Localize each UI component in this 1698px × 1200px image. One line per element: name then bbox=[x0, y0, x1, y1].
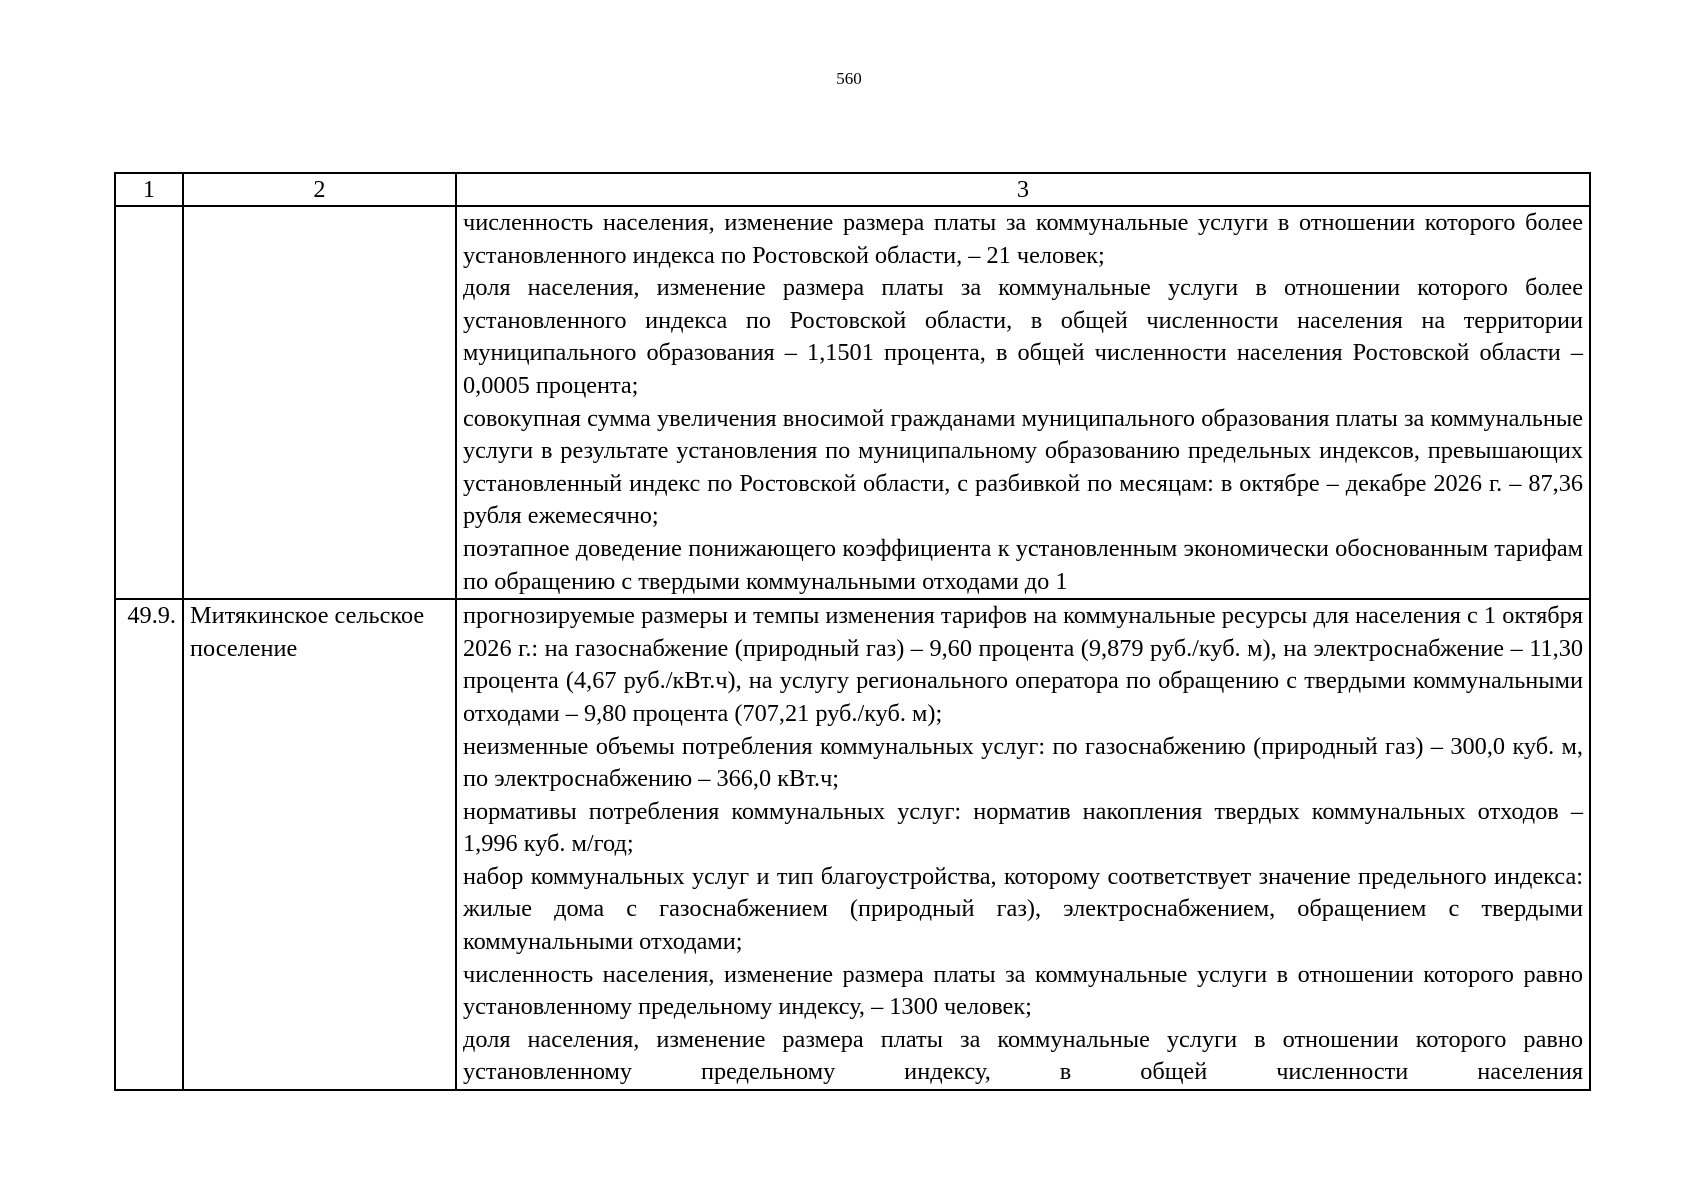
content-paragraph: доля населения, изменение размера платы за коммунальные услуги в отношении которого более установленного индекса по Ростовской области, в общей численности населения на территории муниципального образования – 1,1501 процента, в общей численности населения Ростовской области – 0,0005 процента; bbox=[463, 274, 1583, 399]
row-number: 49.9. bbox=[115, 599, 183, 1090]
content-paragraph: неизменные объемы потребления коммунальных услуг: по газоснабжению (природный газ) – 300,0 куб. м, по электроснабжению – 366,0 кВт.ч; bbox=[463, 732, 1583, 793]
content-paragraph: набор коммунальных услуг и тип благоустройства, которому соответствует значение предельного индекса: жилые дома с газоснабжением (природный газ), электроснабжением, обращением с твердыми коммунальными отходами; bbox=[463, 862, 1583, 956]
content-paragraph: численность населения, изменение размера платы за коммунальные услуги в отношении которого более установленного индекса по Ростовской области, – 21 человек; bbox=[463, 209, 1583, 269]
content-paragraph: прогнозируемые размеры и темпы изменения тарифов на коммунальные ресурсы для населения с 1 октября 2026 г.: на газоснабжение (природный газ) – 9,60 процента (9,879 руб./куб. м), на электроснабжение – 11,30 процента (4,67 руб./кВт.ч), на услугу регионального оператора по обращению с твердыми коммунальными отходами – 9,80 процента (707,21 руб./куб. м); bbox=[463, 602, 1583, 727]
row-number bbox=[115, 206, 183, 599]
column-header-1: 1 bbox=[115, 173, 183, 206]
column-header-2: 2 bbox=[183, 173, 456, 206]
table-row bbox=[115, 206, 1590, 599]
content-paragraph: поэтапное доведение понижающего коэффициента к установленным экономически обоснованным тарифам по обращению с твердыми коммунальными отходами до 1 bbox=[463, 534, 1583, 595]
page-number: 560 bbox=[836, 69, 862, 88]
content-paragraph: доля населения, изменение размера платы за коммунальные услуги в отношении которого равно установленному предельному индексу, в общей численности населения bbox=[463, 1025, 1583, 1086]
column-header-3: 3 bbox=[456, 173, 1590, 206]
document-table bbox=[114, 172, 1591, 1091]
row-content bbox=[456, 206, 1590, 599]
row-content bbox=[456, 599, 1590, 1090]
table-header-row bbox=[115, 173, 1590, 206]
content-paragraph: совокупная сумма увеличения вносимой гражданами муниципального образования платы за коммунальные услуги в результате установления по муниципальному образованию предельных индексов, превышающих установленный индекс по Ростовской области, с разбивкой по месяцам: в октябре – декабре 2026 г. – 87,36 рубля ежемесячно; bbox=[463, 404, 1583, 530]
content-paragraph: нормативы потребления коммунальных услуг: норматив накопления твердых коммунальных отходов – 1,996 куб. м/год; bbox=[463, 797, 1583, 858]
settlement-name bbox=[183, 206, 456, 599]
table-row bbox=[115, 599, 1590, 1090]
content-paragraph: численность населения, изменение размера платы за коммунальные услуги в отношении которого равно установленному предельному индексу, – 1300 человек; bbox=[463, 960, 1583, 1021]
settlement-name: Митякинское сельское поселение bbox=[183, 599, 456, 1090]
